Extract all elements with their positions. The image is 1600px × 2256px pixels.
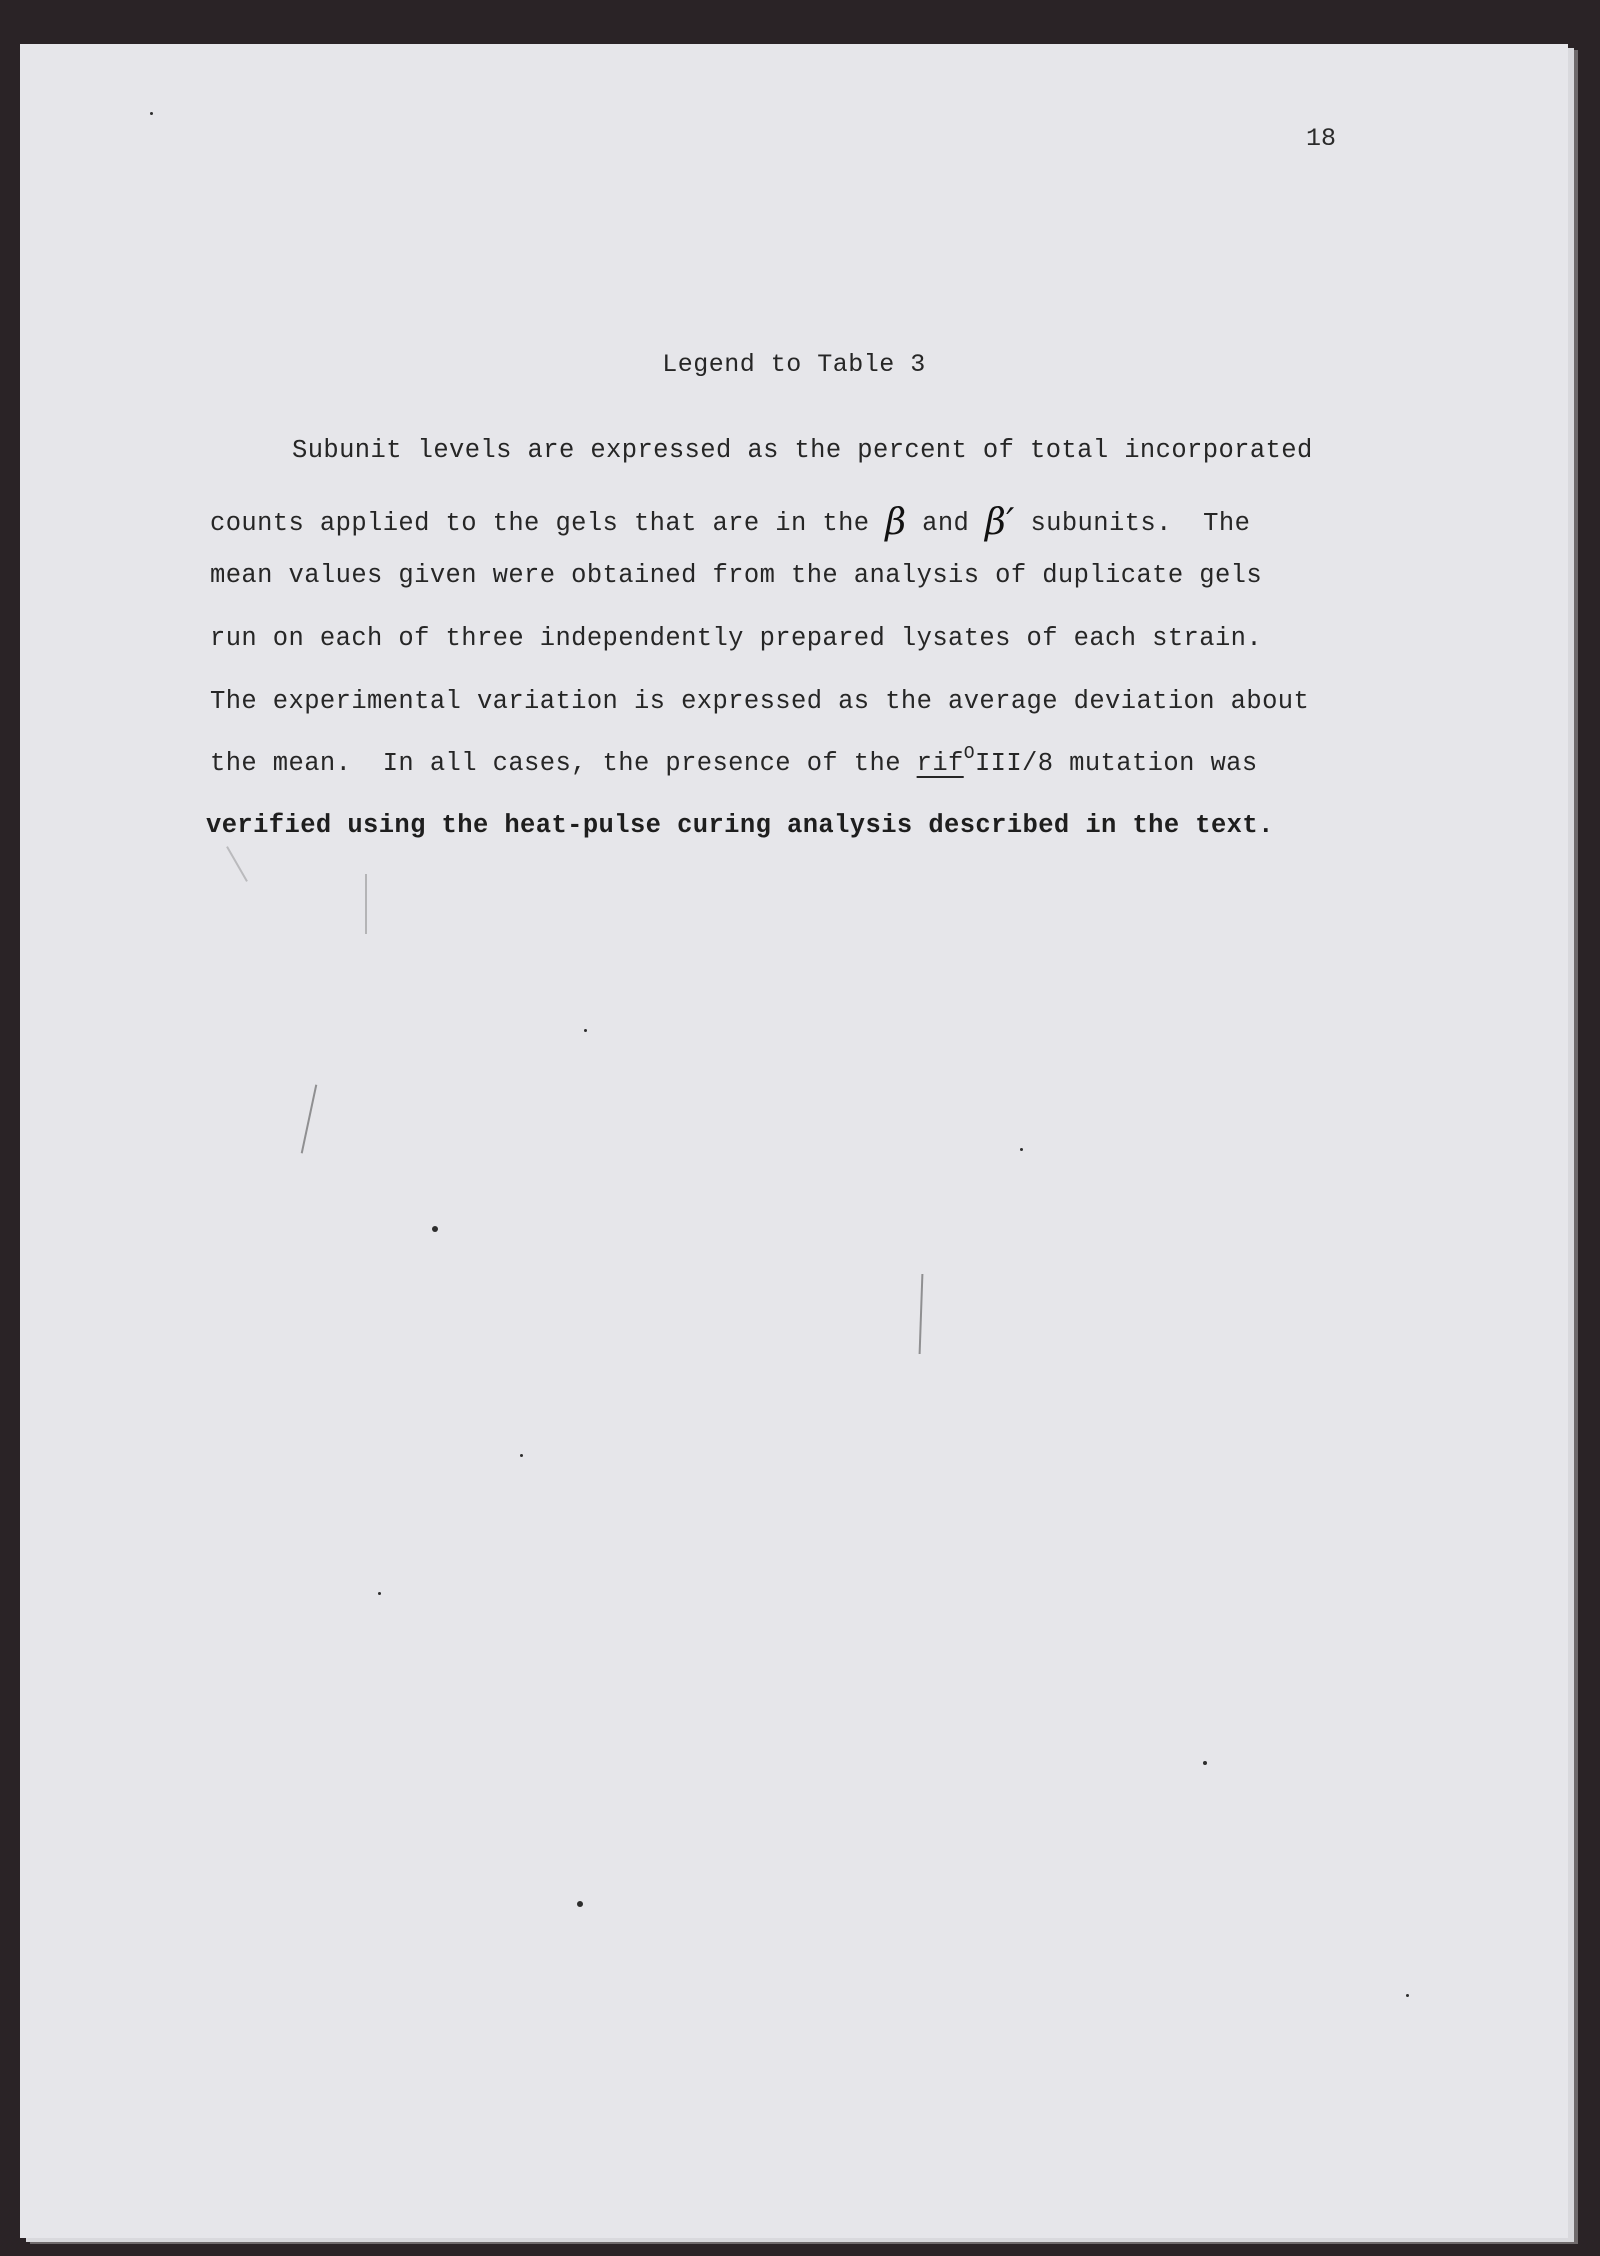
paragraph-line-7	[206, 811, 1274, 840]
paper-speck	[432, 1226, 438, 1232]
paper-speck	[1203, 1761, 1207, 1765]
line-6-text-b: III/8 mutation was	[974, 749, 1258, 778]
gene-name: rif	[916, 749, 964, 778]
legend-title: Legend to Table 3	[662, 350, 926, 379]
beta-prime-symbol: β′	[984, 502, 1015, 543]
beta-symbol: β	[885, 502, 907, 543]
line-2-text-a: counts applied to the gels that are in the	[210, 509, 886, 538]
paper-speck	[584, 1029, 587, 1032]
page-number: 18	[1306, 124, 1337, 153]
document-page	[20, 44, 1568, 2238]
paper-speck	[520, 1454, 523, 1457]
line-2-text-c: subunits. The	[1014, 509, 1251, 538]
line-4-text: run on each of three independently prepared lysates of each strain.	[210, 624, 1263, 653]
paragraph-line-5	[210, 687, 1309, 716]
paper-scratch	[365, 874, 367, 934]
gene-superscript: O	[963, 744, 975, 764]
paragraph-line-6	[210, 744, 1258, 778]
line-1-text: Subunit levels are expressed as the percent of total incorporated	[292, 436, 1313, 465]
paragraph-line-4	[210, 624, 1262, 653]
paper-scratch	[301, 1085, 318, 1154]
paper-speck	[1406, 1994, 1409, 1997]
paper-speck	[378, 1592, 381, 1595]
paper-speck	[150, 112, 153, 115]
paragraph-line-3	[210, 561, 1262, 590]
line-6-text-a: the mean. In all cases, the presence of the	[210, 749, 917, 778]
paper-scratch	[919, 1274, 924, 1354]
line-7-text: verified using the heat-pulse curing analysis described in the text.	[206, 811, 1274, 840]
paragraph-line-1	[292, 436, 1313, 465]
paper-speck	[577, 1901, 583, 1907]
paper-speck	[1020, 1148, 1023, 1151]
line-2-text-b: and	[906, 509, 985, 538]
line-3-text: mean values given were obtained from the analysis of duplicate gels	[210, 561, 1263, 590]
paragraph-line-2	[210, 498, 1251, 543]
line-5-text: The experimental variation is expressed as the average deviation about	[210, 687, 1310, 716]
paper-scratch	[226, 846, 248, 882]
